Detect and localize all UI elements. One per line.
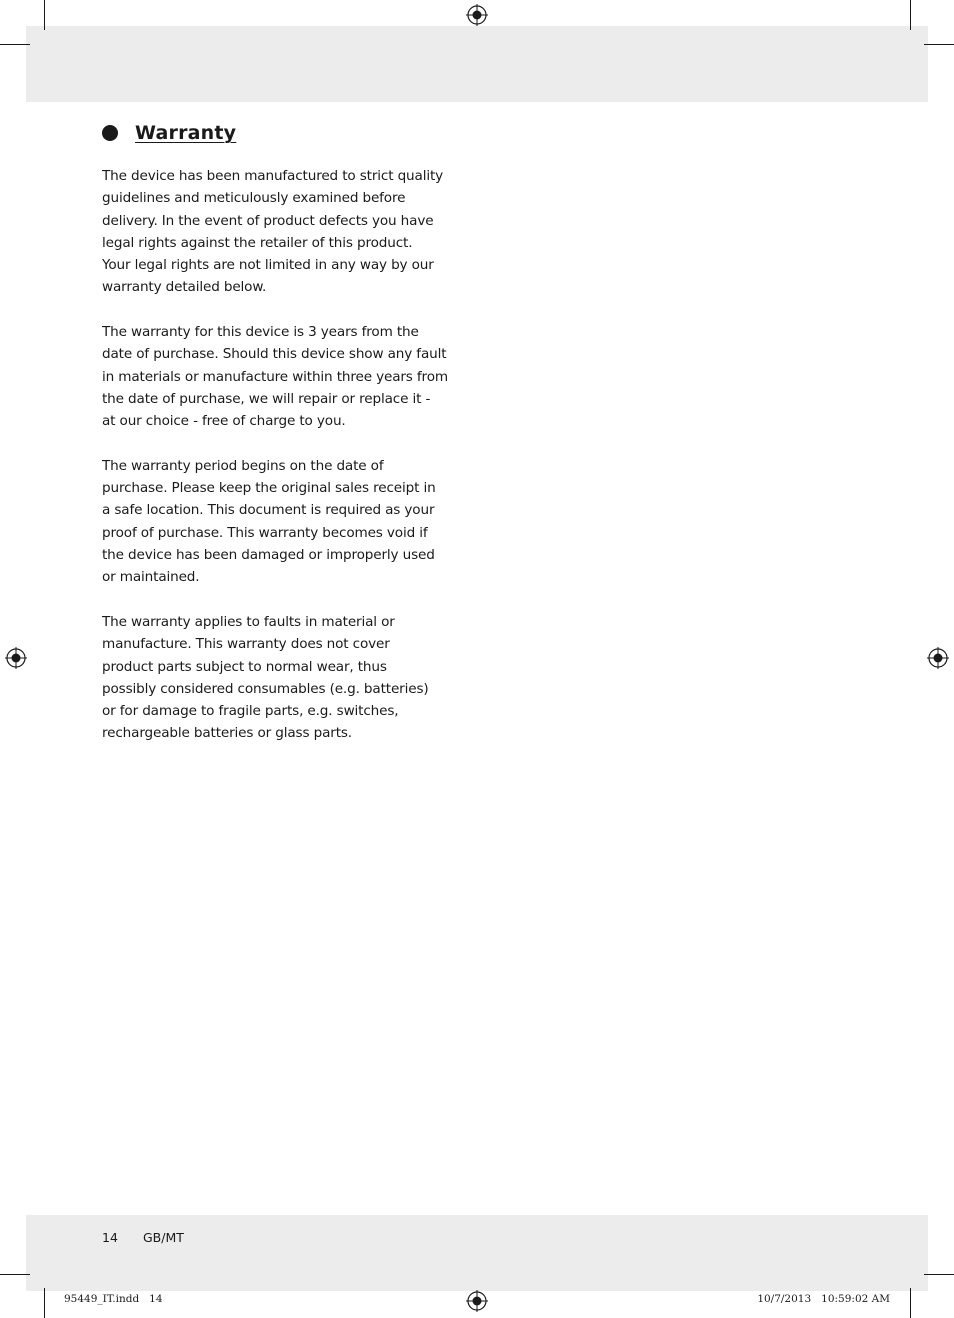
slug-timestamp: 10/7/2013 10:59:02 AM [757, 1293, 890, 1305]
crop-mark-top-left-h [0, 44, 30, 45]
registration-mark-icon [466, 4, 488, 26]
language-code: GB/MT [143, 1230, 184, 1245]
slug-file-name: 95449_IT.indd 14 [64, 1293, 163, 1305]
filled-circle-bullet-icon [102, 125, 118, 141]
registration-mark-icon [466, 1290, 488, 1312]
crop-mark-top-right-h [924, 44, 954, 45]
section-heading [102, 122, 236, 144]
crop-mark-top-left-v [44, 0, 45, 30]
registration-mark-icon [5, 647, 27, 669]
header-band [26, 26, 928, 102]
paragraph: The device has been manufactured to strict quality guidelines and meticulously examined before delivery. In the event of product defects you have legal rights against the retailer of this product. Your legal rights are not limited in any way by our warranty detailed below. [102, 168, 444, 296]
crop-mark-bottom-left-v [44, 1288, 45, 1318]
crop-mark-bottom-right-v [910, 1288, 911, 1318]
crop-mark-bottom-left-h [0, 1274, 30, 1275]
crop-mark-top-right-v [910, 0, 911, 30]
crop-mark-bottom-right-h [924, 1274, 954, 1275]
footer-band [26, 1215, 928, 1291]
paragraph: The warranty period begins on the date of purchase. Please keep the original sales receipt in a safe location. This document is required as your proof of purchase. This warranty becomes void if the device has been damaged or improperly used or maintained. [102, 457, 436, 586]
section-title: Warranty [135, 122, 237, 144]
paragraph: The warranty applies to faults in material or manufacture. This warranty does not cover product parts subject to normal wear, thus possibly considered consumables (e.g. batteries) or for damage to fragile parts, e.g. switches, rechargeable batteries or glass parts. [102, 613, 429, 742]
warranty-body [102, 165, 466, 767]
paragraph: The warranty for this device is 3 years from the date of purchase. Should this device show any fault in materials or manufacture within three years from the date of purchase, we will repair or replace it - at our choice - free of charge to you. [102, 324, 448, 430]
registration-mark-icon [927, 647, 949, 669]
page-number: 14 [102, 1230, 118, 1245]
